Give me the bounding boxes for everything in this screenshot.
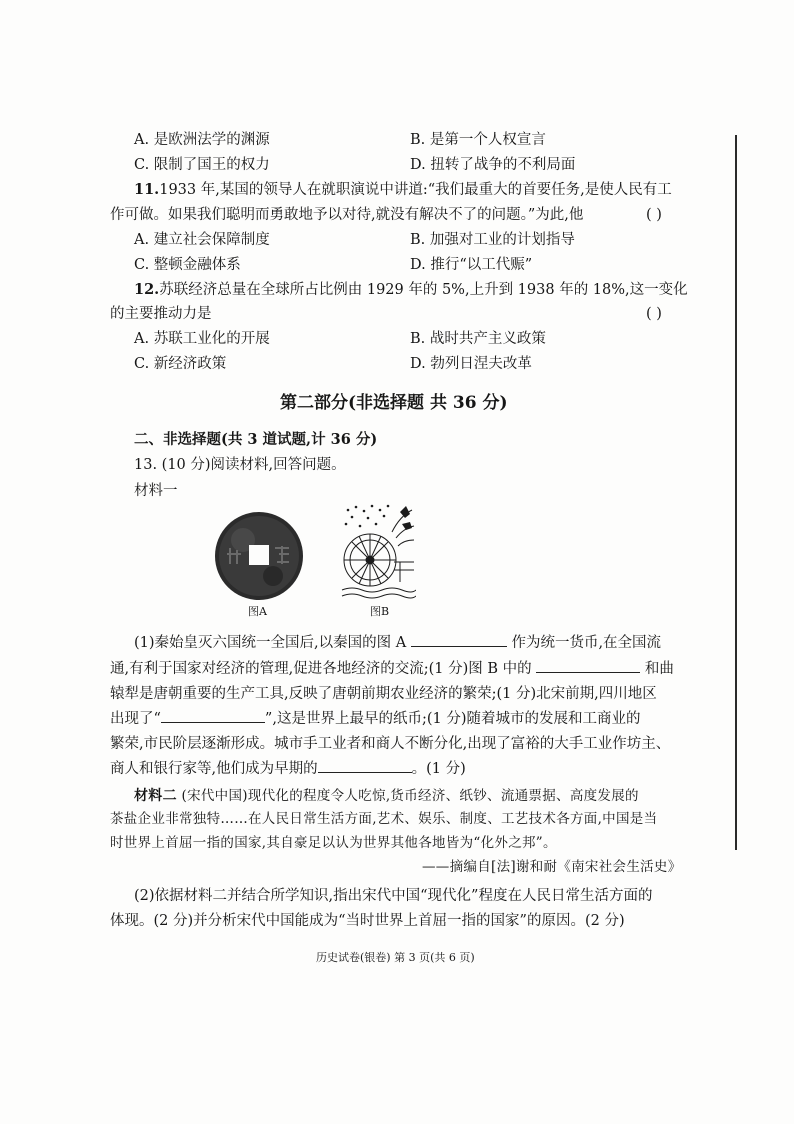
- q13-2-line1: (2)依据材料二并结合所学知识,指出宋代中国“现代化”程度在人民日常生活方面的: [134, 888, 653, 904]
- q10-option-c: C. 限制了国王的权力: [134, 157, 270, 173]
- material2-line1: [134, 789, 639, 804]
- material2-label: 材料二: [134, 788, 177, 804]
- figure-a-caption: 图A: [248, 605, 267, 618]
- q13-1-text-6b: 。(1 分): [411, 761, 466, 777]
- answer-blank-4[interactable]: [318, 771, 412, 773]
- q11-stem-line1: [134, 183, 672, 198]
- q13-1-line3: 辕犁是唐朝重要的生产工具,反映了唐朝前期农业经济的繁荣;(1 分)北宋前期,四川地区: [110, 686, 657, 702]
- q12-option-b: B. 战时共产主义政策: [410, 331, 546, 347]
- q12-option-c: C. 新经济政策: [134, 356, 227, 372]
- q12-number: 12.: [134, 281, 160, 298]
- q13-1-text-6a: 商人和银行家等,他们成为早期的: [110, 761, 318, 777]
- page-footer: 历史试卷(银卷) 第 3 页(共 6 页): [316, 951, 475, 964]
- material2-line3: 时世界上首屈一指的国家,其自豪足以认为世界其他各地皆为“化外之邦”。: [110, 835, 557, 851]
- q10-option-a: A. 是欧洲法学的渊源: [134, 132, 270, 148]
- q13-1-line4: [110, 712, 640, 727]
- q13-2-line2: 体现。(2 分)并分析宋代中国能成为“当时世界上首屈一指的国家”的原因。(2 分): [110, 913, 625, 929]
- q13-intro: 13. (10 分)阅读材料,回答问题。: [134, 457, 346, 473]
- part2-title: 第二部分(非选择题 共 36 分): [280, 393, 508, 413]
- q13-1-text-4a: 出现了“: [110, 711, 161, 727]
- q11-option-b: B. 加强对工业的计划指导: [410, 232, 575, 248]
- material2-text-1: (宋代中国)现代化的程度令人吃惊,货币经济、纸钞、流通票据、高度发展的: [181, 788, 639, 804]
- q10-option-d: D. 扭转了战争的不利局面: [410, 157, 576, 173]
- q11-option-a: A. 建立社会保障制度: [134, 232, 270, 248]
- q11-option-c: C. 整顿金融体系: [134, 257, 241, 273]
- material2-line2: 茶盐企业非常独特……在人民日常生活方面,艺术、娱乐、制度、工艺技术各方面,中国是当: [110, 811, 658, 827]
- q13-1-line6: [110, 762, 466, 777]
- q12-text-1: 苏联经济总量在全球所占比例由 1929 年的 5%,上升到 1938 年的 18%,这一变化: [159, 282, 688, 298]
- section2-title: 二、非选择题(共 3 道试题,计 36 分): [134, 431, 378, 448]
- answer-blank-3[interactable]: [161, 721, 265, 723]
- q12-stem-line1: [134, 283, 688, 298]
- q11-option-d: D. 推行“以工代赈”: [410, 257, 533, 273]
- q13-1-text-1a: (1)秦始皇灭六国统一全国后,以秦国的图 A: [134, 635, 407, 651]
- figure-b-caption: 图B: [370, 605, 390, 618]
- q12-answer-paren: ( ): [646, 306, 662, 322]
- material1-label: 材料一: [134, 483, 178, 499]
- q11-stem-line2: 作可做。如果我们聪明而勇敢地予以对待,就没有解决不了的问题。”为此,他: [110, 207, 584, 223]
- material2-source: ——摘编自[法]谢和耐《南宋社会生活史》: [422, 859, 682, 875]
- answer-blank-1[interactable]: [411, 645, 507, 647]
- q11-text-1: 1933 年,某国的领导人在就职演说中讲道:“我们最重大的首要任务,是使人民有工: [159, 182, 672, 198]
- qin-coin-image: [213, 510, 305, 602]
- q11-answer-paren: ( ): [646, 207, 662, 223]
- margin-rule: [735, 135, 737, 850]
- q12-option-d: D. 勃列日涅夫改革: [410, 356, 532, 372]
- q13-1-line1: [134, 636, 661, 651]
- q11-number: 11.: [134, 181, 160, 198]
- q13-1-text-1b: 作为统一货币,在全国流: [511, 635, 662, 651]
- q13-1-line2: [110, 662, 674, 677]
- answer-blank-2[interactable]: [536, 671, 640, 673]
- q13-1-text-2a: 通,有利于国家对经济的管理,促进各地经济的交流;(1 分)图 B 中的: [110, 661, 532, 677]
- q10-option-b: B. 是第一个人权宣言: [410, 132, 546, 148]
- q12-stem-line2: 的主要推动力是: [110, 306, 212, 322]
- q13-1-text-2b: 和曲: [644, 661, 674, 677]
- q12-option-a: A. 苏联工业化的开展: [134, 331, 270, 347]
- q13-1-text-4b: ”,这是世界上最早的纸币;(1 分)随着城市的发展和工商业的: [264, 711, 641, 727]
- q13-1-line5: 繁荣,市民阶层逐渐形成。城市手工业者和商人不断分化,出现了富裕的大手工业作坊主、: [110, 736, 671, 752]
- waterwheel-image: [340, 502, 416, 602]
